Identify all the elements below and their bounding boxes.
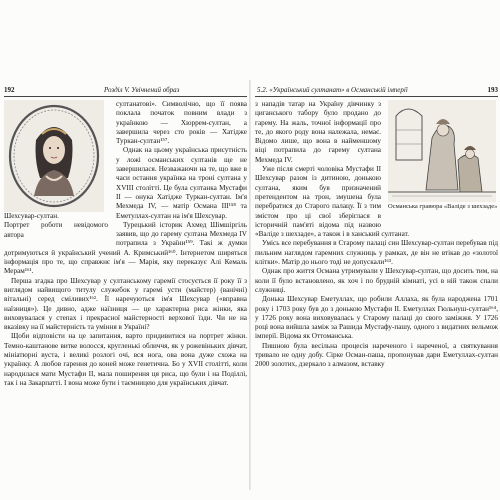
right-figure [388, 100, 498, 222]
left-running-title: Розділ V. Увічнений образ [104, 86, 180, 94]
right-paragraph-5: Донька Шехсувар Еметуллах, що робили Аллаха, як була народжена 1701 року і 1703 року був до з донькою Мустафи II. Еметуллах Гюльнуш-султан¹⁶⁴, у 1726 року вона виховувалась у Старому палаці до свого заміжжя. У 1726 році вона вийшла заміж за Рашида Мустафу-пашу, одного з видатних вельмож імперії. Відома як Оттоманська. [255, 295, 498, 341]
book-gutter [249, 80, 251, 490]
right-page-number: 193 [487, 86, 498, 94]
left-figure-caption [4, 212, 108, 240]
right-paragraph-2: Уже після смерті чоловіка Мустафи II Шехсувар разом із дитиною, донькою султана, яким був призначений претендентом на трон, змушена була перебратися до Старого палацу. Її з тим змістом про ці свої зберіглася в історичній пам'яті відома під назвою «Валіде з шехзаде», а також і в ханський султанат. [255, 165, 410, 239]
caption-line-1: Шехсувар-султан. [4, 212, 59, 220]
left-paragraph-4: Перша згадка про Шехсувар у султанському гареміï стосується її року її з виглядом найвищого титулу служебок у гаремі усти (майстер) (ванічні) вітальні) серед сміливих¹⁶². Її наречуються ім'я Шехсувар («вправна наїзниця»). Це дивно, адже наїзниця — це характерна риса жінки, яка виховувалася у степах і прекрасної майстерності верхової їзди. Чи не на вказівку на її майстерність та уміння в Україні? [4, 276, 247, 332]
right-figure-caption: Османська гравюра «Валіде з шехзаде» [388, 203, 498, 210]
portrait-image [4, 100, 104, 212]
right-paragraph-6: Пишною була весільна процесія нареченого і нареченої, а святкування тривало не одну добу. Сірке Осман-паша, пропонував дари Еметуллах-султан 2000 золотих, дзеркало з алмазом, вставку [255, 341, 498, 369]
left-paragraph-2: Однак на цьому українська присутність у ложі османських султанів ще не завершилася. Незважаючи на те, що вже в часи остання українка на троні султана у XVIII столітті. Це була султанка Мустафи II — онука Хатідже Туркан-султан. Ім'я Мехмеда IV, — матір Османа III¹⁵⁸ та Еметуллах-султан на ім'я Шехсувар. [116, 146, 247, 220]
right-paragraph-3: Умісь все перебування в Старому палаці син Шехсувар-султан перебував під пильним наглядом гаремних служниць у рамках, де він не втікав до «золотої клітки». Матір до нього тоді не допускали¹⁶³. [255, 239, 498, 267]
caption-line-2: Портрет роботи невідомого автора [4, 221, 108, 239]
right-paragraph-4: Однак про життя Османа утримували у Шехсувар-султан, що досить тим, на коли її було встановлено, як хоч і по брудній кімнаті, усі в ній також спали служниці. [255, 267, 498, 294]
engraving-image [388, 100, 496, 202]
left-figure [4, 100, 108, 238]
right-paragraph-1: з нападів татар на Україну дівчинку з циганського табору було продано до гарему. На жаль, точної інформації про те, до якого роду вона належала, немає. Відомо лише, що вона в найменшому віці потрапила до гарему султана Мехмеда IV. [255, 100, 381, 164]
left-paragraph-5: Щоби відповісти на це запитання, варто придивитися на портрет жінки. Темно-каштанове витке волосся, кругленькі обличчя, як у рожевіньких дівчат, мініатюрні вуста, і великі розлогі очі, вся нога, ова вона дуже схожа на українку. А любов гарення до коней може генетична. Бо у XVII столітті, коли народилася мати Мустафи II, мала поширення ця риса, що були і на Поділлі, так і на Закарпатті. І вона може бути і таємницею для українських дівчат. [4, 332, 247, 387]
right-running-title: 5.2. «Український султанат» в Османській імперії [257, 86, 408, 94]
right-running-head [255, 86, 498, 97]
right-body [255, 100, 498, 370]
left-running-head [4, 86, 247, 97]
left-page-number: 192 [4, 86, 15, 94]
left-body [4, 100, 247, 388]
left-paragraph-1: султанатові». Символічно, що її поява поклала початок повним влади з українкою — Хюррем-султан, а завершила через сто років — Хатідже Туркан-султан¹⁵⁷. [116, 100, 247, 146]
left-page [4, 86, 247, 486]
right-page [255, 86, 498, 486]
left-paragraph-3: Турецький історик Ахмед Шімшіргіль заявив, що до гарему султана Мехмеда IV потрапила з України¹⁵⁹. Такі ж думки дотримуються й український учений А. Кримський¹⁶⁰. Інтернетом ширяться інформація про те, що справжнє ім'я — Марія, яку переказує Алі Кемаль Мерам¹⁶¹. [4, 220, 247, 276]
